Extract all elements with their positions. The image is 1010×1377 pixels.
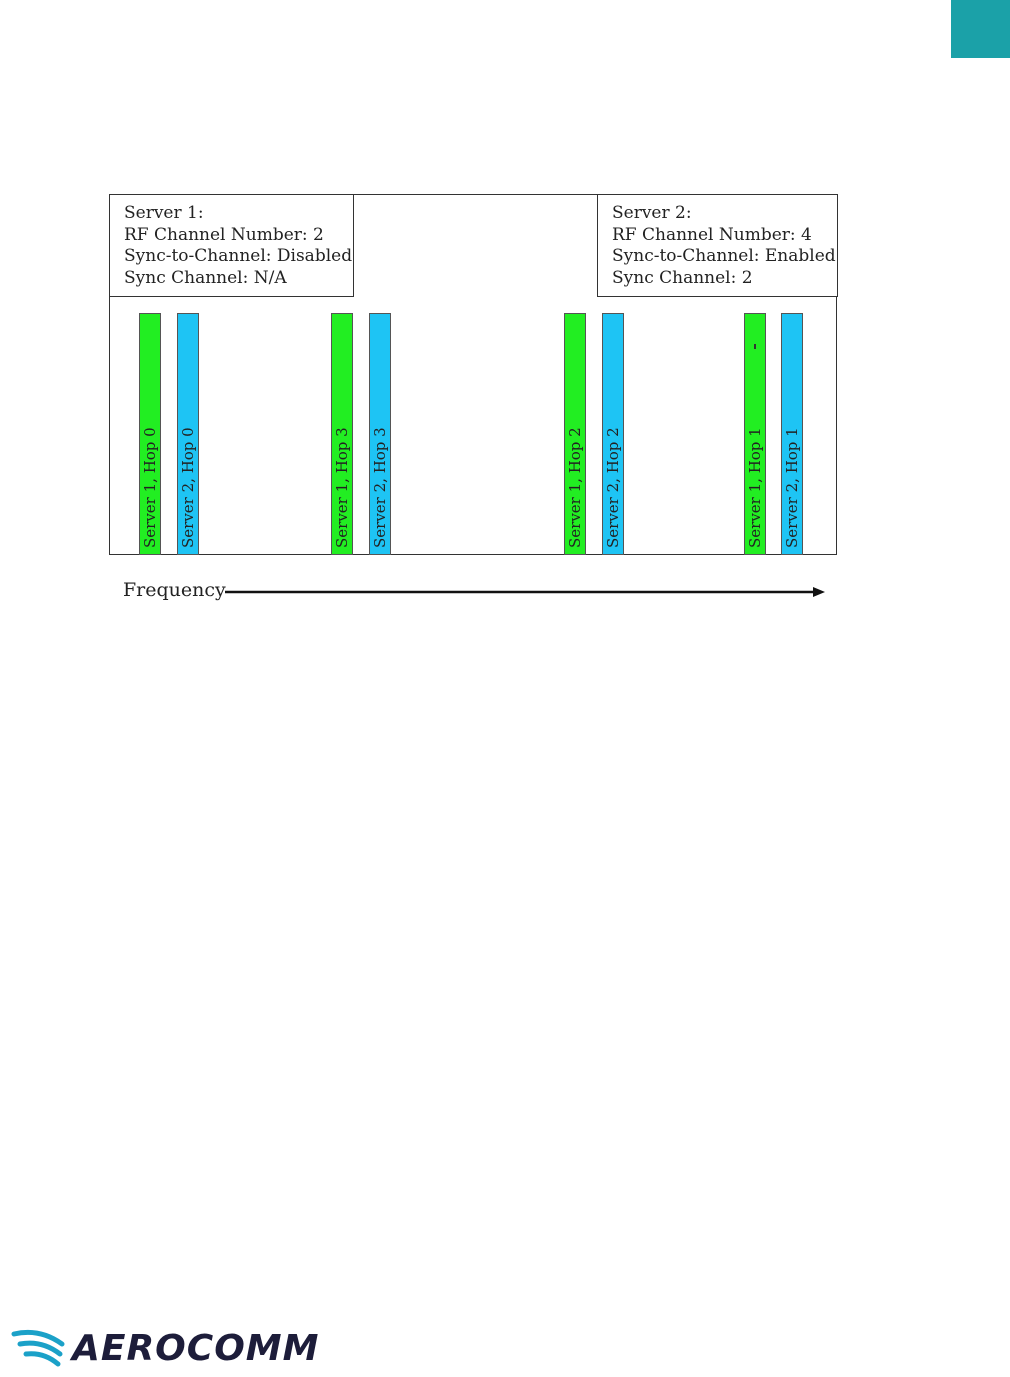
server2-info-box <box>597 194 838 297</box>
hop-bar-label: Server 1, Hop 2 <box>566 427 584 548</box>
hop-bar-label: Server 2, Hop 1 <box>783 427 801 548</box>
server1-sync-to-channel: Sync-to-Channel: Disabled <box>124 246 353 266</box>
server2-sync-to-channel: Sync-to-Channel: Enabled <box>612 246 836 266</box>
corner-tab-marker <box>951 0 1010 58</box>
server1-sync-channel: Sync Channel: N/A <box>124 267 287 288</box>
hop-bar-server1-hop2 <box>564 313 586 555</box>
server1-rf-channel: RF Channel Number: 2 <box>124 224 324 245</box>
hop-bar-server2-hop3 <box>369 313 391 555</box>
server2-title: Server 2: <box>612 203 692 223</box>
hop-bar-server2-hop0 <box>177 313 199 555</box>
aerocomm-swoosh-icon <box>10 1326 74 1374</box>
hop-bar-label: Server 1, Hop 1 <box>746 427 764 548</box>
hop-bar-label: Server 1, Hop 3 <box>333 427 351 548</box>
server2-sync-channel: Sync Channel: 2 <box>612 267 753 288</box>
frequency-hop-diagram <box>109 194 837 555</box>
hop-bar-server1-hop1 <box>744 313 766 555</box>
aerocomm-logo-text: AEROCOMM <box>72 1328 320 1369</box>
hop-bar-label: Server 2, Hop 2 <box>604 427 622 548</box>
hop-bar-server1-hop3 <box>331 313 353 555</box>
hop-bar-server2-hop2 <box>602 313 624 555</box>
server2-rf-channel: RF Channel Number: 4 <box>612 224 812 245</box>
frequency-axis-label: Frequency <box>123 579 226 601</box>
tick-mark <box>754 344 756 349</box>
hop-bar-label: Server 2, Hop 3 <box>371 427 389 548</box>
hop-bar-server2-hop1 <box>781 313 803 555</box>
server1-title: Server 1: <box>124 203 204 223</box>
hop-bar-label: Server 1, Hop 0 <box>141 427 159 548</box>
hop-bar-label: Server 2, Hop 0 <box>179 427 197 548</box>
server1-info-box <box>109 194 354 297</box>
hop-bar-server1-hop0 <box>139 313 161 555</box>
frequency-arrow-icon <box>225 584 827 600</box>
